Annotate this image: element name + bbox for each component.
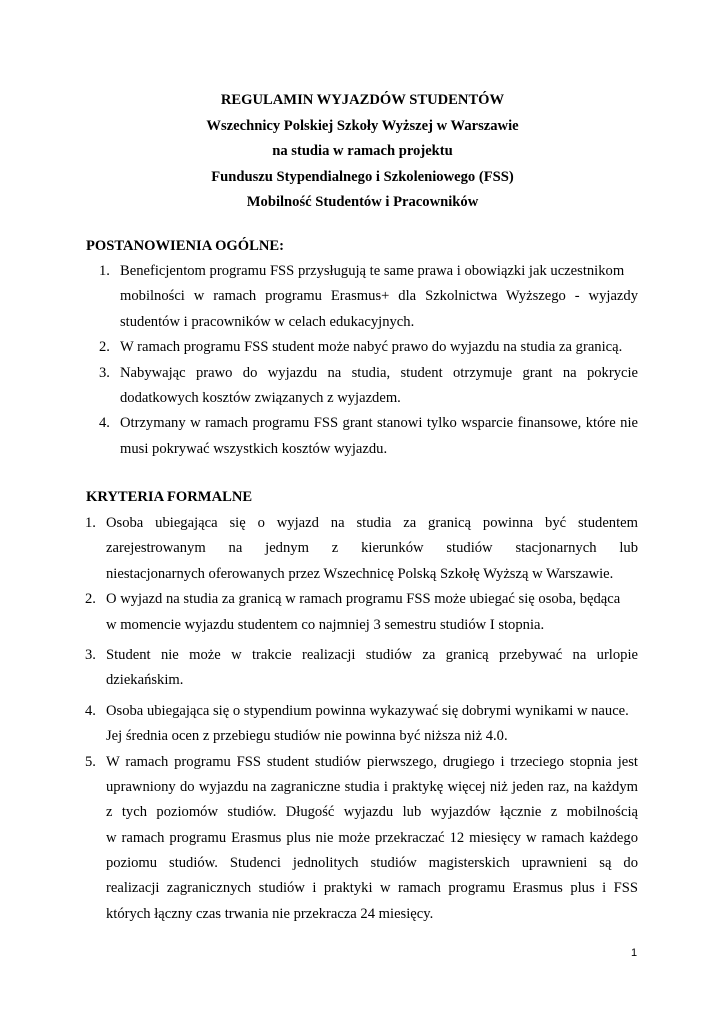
title-line-4: Funduszu Stypendialnego i Szkoleniowego (FSS) [211, 168, 514, 185]
item-line: Osoba ubiegająca się o stypendium powinna wykazywać się dobrymi wynikami w nauce. [106, 702, 629, 719]
item-line: których łączny czas trwania nie przekracza 24 miesięcy. [106, 905, 434, 922]
item-number: 3. [99, 364, 110, 381]
item-number: 3. [85, 646, 96, 663]
item-line: musi pokrywać wszystkich kosztów wyjazdu. [120, 440, 388, 457]
item-line: w ramach programu Erasmus plus nie może przekraczać 12 miesięcy w ramach każdego [106, 829, 638, 846]
item-line: Student nie może w trakcie realizacji studiów za granicą przebywać na urlopie [106, 646, 638, 663]
item-line: uprawniony do wyjazdu na zagraniczne studia i praktykę więcej niż jeden raz, na każdym [106, 778, 638, 795]
item-line: Osoba ubiegająca się o wyjazd na studia za granicą powinna być studentem [106, 515, 638, 531]
item-line: W ramach programu FSS student studiów pierwszego, drugiego i trzeciego stopnia jest [106, 753, 638, 770]
item-line: zarejestrowanym na jednym z kierunków studiów stacjonarnych lub [106, 540, 638, 557]
item-line: w momencie wyjazdu studentem co najmniej 3 semestru studiów I stopnia. [106, 616, 545, 633]
item-line: Jej średnia ocen z przebiegu studiów nie powinna być niższa niż 4.0. [106, 728, 508, 745]
general-provisions-list [99, 259, 638, 462]
list-item [99, 259, 638, 335]
item-number: 4. [85, 702, 96, 719]
item-line: studentów i pracowników w celach edukacyjnych. [120, 313, 415, 330]
item-line: z tych poziomów studiów. Długość wyjazdu lub wyjazdów łącznie z mobilnością [106, 804, 638, 821]
item-number: 4. [99, 415, 110, 432]
title-line-2: Wszechnicy Polskiej Szkoły Wyższej w Warszawie [206, 117, 519, 134]
item-line: W ramach programu FSS student może nabyć prawo do wyjazdu na studia za granicą. [120, 339, 623, 356]
section-heading-general: POSTANOWIENIA OGÓLNE: [86, 238, 284, 254]
title-line-5: Mobilność Studentów i Pracowników [246, 194, 479, 210]
item-line: mobilności w ramach programu Erasmus+ dla Szkolnictwa Wyższego - wyjazdy [120, 288, 638, 305]
item-line: Otrzymany w ramach programu FSS grant stanowi tylko wsparcie finansowe, które nie [120, 415, 638, 432]
item-number: 1. [99, 263, 110, 279]
section-heading-formal: KRYTERIA FORMALNE [86, 489, 253, 505]
list-item [85, 699, 638, 750]
item-line: Beneficjentom programu FSS przysługują te same prawa i obowiązki jak uczestnikom [120, 263, 625, 279]
item-line: poziomu studiów. Studenci jednolitych studiów magisterskich uprawnieni są do [106, 855, 638, 872]
list-item [99, 361, 638, 412]
item-line: niestacjonarnych oferowanych przez Wszechnicę Polską Szkołę Wyższą w Warszawie. [106, 565, 614, 582]
item-number: 5. [85, 753, 96, 770]
item-line: O wyjazd na studia za granicą w ramach programu FSS może ubiegać się osoba, będąca [106, 591, 621, 608]
formal-criteria-list [85, 511, 638, 927]
item-number: 2. [85, 591, 96, 608]
document-title [0, 88, 725, 216]
list-item [99, 335, 638, 360]
list-item [85, 587, 638, 638]
item-line: realizacji zagranicznych studiów i praktyki w ramach programu Erasmus plus i FSS [106, 880, 638, 897]
title-line-3: na studia w ramach projektu [272, 143, 453, 159]
list-item [99, 411, 638, 462]
title-line-1: REGULAMIN WYJAZDÓW STUDENTÓW [220, 92, 505, 108]
list-item [85, 643, 638, 694]
page-number: 1 [631, 947, 638, 959]
item-line: dodatkowych kosztów związanych z wyjazdem. [120, 389, 401, 406]
item-line: dziekańskim. [106, 672, 184, 689]
item-number: 2. [99, 339, 110, 356]
list-item [85, 750, 638, 928]
list-item [85, 511, 638, 587]
item-number: 1. [85, 515, 96, 531]
item-line: Nabywając prawo do wyjazdu na studia, student otrzymuje grant na pokrycie [120, 364, 638, 381]
